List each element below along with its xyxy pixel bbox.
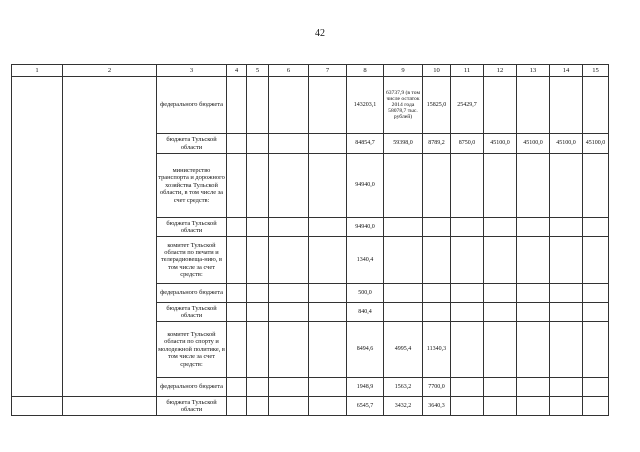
table-cell-value: 84854,7 — [347, 134, 384, 154]
table-cell — [247, 284, 269, 303]
table-cell-value — [423, 237, 451, 284]
table-cell-value — [583, 322, 609, 378]
table-cell-value — [484, 284, 517, 303]
table-cell — [309, 77, 347, 134]
table-cell-value — [517, 284, 550, 303]
table-cell-value: 143203,1 — [347, 77, 384, 134]
table-cell-source: бюджета Тульской области — [157, 134, 227, 154]
table-cell-col1 — [12, 397, 63, 416]
header-cell: 12 — [484, 65, 517, 77]
table-cell-value: 59398,0 — [384, 134, 423, 154]
header-cell: 6 — [269, 65, 309, 77]
table-cell-value: 8789,2 — [423, 134, 451, 154]
table-cell — [269, 77, 309, 134]
header-cell: 10 — [423, 65, 451, 77]
table-cell — [269, 303, 309, 322]
table-cell-value: 45100,0 — [550, 134, 583, 154]
header-cell: 15 — [583, 65, 609, 77]
table-cell-value: 63737,9 (в том числе остаток 2014 года 58078,7 тыс. рублей) — [384, 77, 423, 134]
table-cell-value: 3640,3 — [423, 397, 451, 416]
table-cell-value — [484, 218, 517, 237]
table-cell — [227, 284, 247, 303]
table-cell-col1 — [12, 77, 63, 397]
table-cell-value — [484, 154, 517, 218]
table-cell — [247, 303, 269, 322]
table-cell-source: бюджета Тульской области — [157, 303, 227, 322]
budget-table — [11, 64, 609, 416]
table-cell-value — [517, 322, 550, 378]
table-cell — [227, 237, 247, 284]
table-cell — [227, 322, 247, 378]
table-cell-value — [550, 218, 583, 237]
table-cell-col2 — [63, 77, 157, 397]
header-cell: 14 — [550, 65, 583, 77]
table-row — [12, 77, 609, 134]
table-cell — [247, 134, 269, 154]
table-cell-value: 45100,0 — [517, 134, 550, 154]
table-cell-value: 3432,2 — [384, 397, 423, 416]
table-cell-value — [517, 77, 550, 134]
table-cell-value: 94940,0 — [347, 154, 384, 218]
table-cell-value: 1340,4 — [347, 237, 384, 284]
table-cell — [247, 77, 269, 134]
table-cell-value: 4995,4 — [384, 322, 423, 378]
table-cell-value — [484, 322, 517, 378]
header-row — [12, 65, 609, 77]
header-cell: 13 — [517, 65, 550, 77]
table-cell — [227, 378, 247, 397]
table-cell — [269, 322, 309, 378]
table-cell-value — [384, 284, 423, 303]
header-cell: 4 — [227, 65, 247, 77]
table-cell-source: комитет Тульской области по спорту и молодежной политике, в том числе за счет средств: — [157, 322, 227, 378]
table-cell — [269, 154, 309, 218]
table-cell-value — [550, 322, 583, 378]
table-cell-value — [451, 154, 484, 218]
table-cell-value — [423, 284, 451, 303]
table-cell — [309, 303, 347, 322]
table-cell-value — [550, 237, 583, 284]
table-cell-value — [451, 378, 484, 397]
table-cell-value — [484, 397, 517, 416]
table-cell-value: 11340,3 — [423, 322, 451, 378]
table-cell-value — [423, 303, 451, 322]
table-cell — [309, 284, 347, 303]
table-cell-value — [583, 378, 609, 397]
table-cell-value — [517, 154, 550, 218]
table-cell-value — [484, 77, 517, 134]
table-cell-source: комитет Тульской области по печати и телерадиовеща-нию, в том числе за счет средств: — [157, 237, 227, 284]
table-cell — [309, 378, 347, 397]
table-cell-value — [583, 303, 609, 322]
table-cell — [227, 77, 247, 134]
header-cell: 2 — [63, 65, 157, 77]
table-cell-source: министерство транспорта и дорожного хозяйства Тульской области, в том числе за счет средств: — [157, 154, 227, 218]
table-cell-value — [423, 154, 451, 218]
table-cell — [247, 154, 269, 218]
table-cell-value — [583, 237, 609, 284]
table-cell-source: бюджета Тульской области — [157, 397, 227, 416]
table-cell-value — [484, 237, 517, 284]
table-cell-value: 6545,7 — [347, 397, 384, 416]
header-cell: 1 — [12, 65, 63, 77]
table-cell — [227, 154, 247, 218]
table-cell-value — [384, 218, 423, 237]
table-cell-value — [384, 303, 423, 322]
table-cell-value: 500,0 — [347, 284, 384, 303]
table-cell-value — [550, 284, 583, 303]
table-cell-value: 7700,0 — [423, 378, 451, 397]
table-cell-source: федерального бюджета — [157, 77, 227, 134]
table-cell — [247, 378, 269, 397]
table-cell-value — [583, 154, 609, 218]
header-cell: 5 — [247, 65, 269, 77]
table-cell-source: федерального бюджета — [157, 378, 227, 397]
table-cell-value — [517, 303, 550, 322]
table-cell — [309, 237, 347, 284]
table-cell-value — [384, 237, 423, 284]
table-cell-value — [583, 218, 609, 237]
table-cell-value: 45100,0 — [583, 134, 609, 154]
table-cell-value — [517, 237, 550, 284]
table-cell — [269, 397, 309, 416]
page-number: 42 — [315, 28, 325, 39]
table-cell-value — [451, 218, 484, 237]
table-row — [12, 397, 609, 416]
table-cell-value — [451, 284, 484, 303]
header-cell: 9 — [384, 65, 423, 77]
table-cell — [309, 134, 347, 154]
table-cell — [309, 154, 347, 218]
header-cell: 8 — [347, 65, 384, 77]
table-cell — [227, 303, 247, 322]
header-cell: 3 — [157, 65, 227, 77]
table-cell-value — [451, 237, 484, 284]
header-cell: 11 — [451, 65, 484, 77]
table-cell-value — [517, 218, 550, 237]
table-cell-value: 1563,2 — [384, 378, 423, 397]
table-cell-value — [517, 397, 550, 416]
table-cell-value: 8750,0 — [451, 134, 484, 154]
table-cell-value — [384, 154, 423, 218]
table-cell-value — [484, 303, 517, 322]
table-cell — [227, 397, 247, 416]
table-cell-value — [550, 154, 583, 218]
header-cell: 7 — [309, 65, 347, 77]
table-cell-value — [550, 378, 583, 397]
table-cell-value — [451, 303, 484, 322]
table-cell — [309, 322, 347, 378]
table-cell-value: 45100,0 — [484, 134, 517, 154]
table-cell — [247, 237, 269, 284]
table-cell — [269, 378, 309, 397]
table-cell-value: 840,4 — [347, 303, 384, 322]
table-cell-value — [451, 397, 484, 416]
table-cell — [269, 134, 309, 154]
table-cell-source: федерального бюджета — [157, 284, 227, 303]
table-cell-source: бюджета Тульской области — [157, 218, 227, 237]
table-cell-value — [583, 284, 609, 303]
table-cell — [247, 397, 269, 416]
table-cell — [227, 134, 247, 154]
table-cell-value: 25429,7 — [451, 77, 484, 134]
table-cell-value — [583, 77, 609, 134]
table-cell — [247, 218, 269, 237]
table-cell-col2 — [63, 397, 157, 416]
table-cell-value — [451, 322, 484, 378]
table-cell — [269, 237, 309, 284]
table-cell — [269, 218, 309, 237]
table-cell — [309, 397, 347, 416]
table-cell-value — [423, 218, 451, 237]
table-cell-value: 94940,0 — [347, 218, 384, 237]
table-cell-value: 1948,9 — [347, 378, 384, 397]
table-cell-value — [517, 378, 550, 397]
table-cell-value — [550, 77, 583, 134]
table-cell-value — [484, 378, 517, 397]
table-cell-value — [583, 397, 609, 416]
table-cell-value: 15825,0 — [423, 77, 451, 134]
table-cell-value — [550, 397, 583, 416]
table-cell-value — [550, 303, 583, 322]
table-cell — [247, 322, 269, 378]
table-cell — [269, 284, 309, 303]
table-cell-value: 8494,6 — [347, 322, 384, 378]
table-cell — [309, 218, 347, 237]
table-cell — [227, 218, 247, 237]
